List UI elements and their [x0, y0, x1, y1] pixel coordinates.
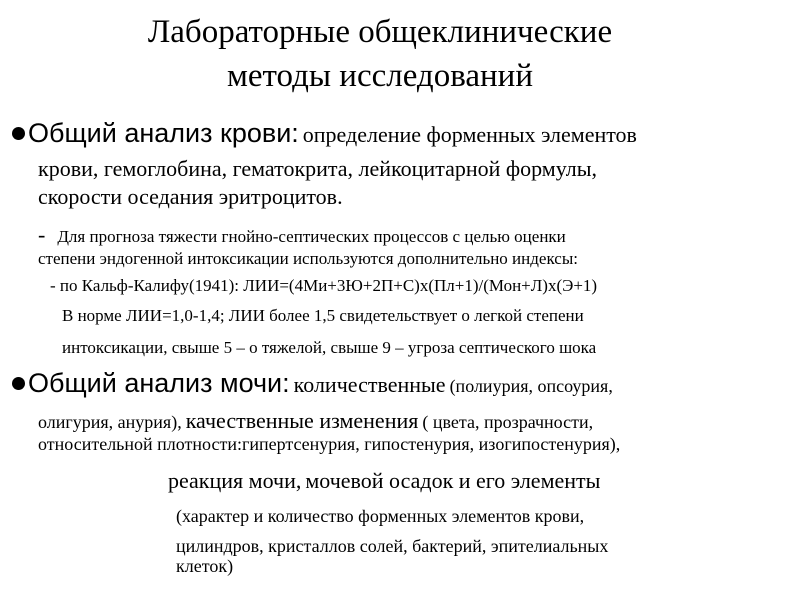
urine-quantitative-list: (полиурия, опсоурия,: [449, 376, 613, 396]
urine-qualitative-label: качественные изменения: [185, 408, 419, 433]
blood-heading: Общий анализ крови:: [28, 118, 299, 148]
prognosis-line-2: степени эндогенной интоксикации используются дополнительно индексы:: [38, 249, 578, 268]
bullet-dot-icon: [12, 127, 25, 140]
prognosis-line-1: [38, 222, 566, 248]
urine-bullet-line: [12, 368, 613, 399]
blood-desc-line-2: крови, гемоглобина, гематокрита, лейкоцитарной формулы,: [38, 156, 598, 181]
lii-norm-line-2: интоксикации, свыше 5 – о тяжелой, свыше 9 – угроза септического шока: [62, 338, 597, 357]
urine-line-7: клеток): [176, 556, 234, 576]
slide-title-line-1: Лабораторные общеклинические: [147, 14, 613, 50]
urine-heading: Общий анализ мочи:: [28, 368, 290, 398]
slide-title-line-2: методы исследований: [227, 58, 533, 94]
blood-bullet-line: [12, 118, 637, 149]
urine-line-5: (характер и количество форменных элементов крови,: [176, 506, 585, 526]
urine-line-6: цилиндров, кристаллов солей, бактерий, эпителиальных: [176, 536, 609, 556]
urine-sediment: мочевой осадок и его элементы: [305, 468, 601, 493]
bullet-dot-icon: [12, 377, 25, 390]
prognosis-dash: -: [38, 222, 46, 247]
prognosis-text-1: Для прогноза тяжести гнойно-септических процессов с целью оценки: [57, 227, 566, 246]
urine-quantitative-label: количественные: [293, 372, 446, 397]
lii-formula: - по Кальф-Калифу(1941): ЛИИ=(4Ми+3Ю+2П+С)х(Пл+1)/(Мон+Л)х(Э+1): [50, 276, 598, 295]
urine-line-2: [38, 408, 593, 434]
urine-line-3: относительной плотности:гипертсенурия, гипостенурия, изогипостенурия),: [38, 434, 621, 454]
blood-desc-line-3: скорости оседания эритроцитов.: [38, 184, 343, 209]
urine-line-4: [168, 468, 600, 494]
urine-qualitative-list: ( цвета, прозрачности,: [422, 412, 594, 432]
blood-desc-line-1: определение форменных элементов: [302, 122, 637, 147]
urine-quantitative-list-cont: олигурия, анурия),: [38, 412, 182, 432]
urine-reaction: реакция мочи,: [168, 468, 302, 493]
lii-norm-line-1: В норме ЛИИ=1,0-1,4; ЛИИ более 1,5 свидетельствует о легкой степени: [62, 306, 584, 325]
